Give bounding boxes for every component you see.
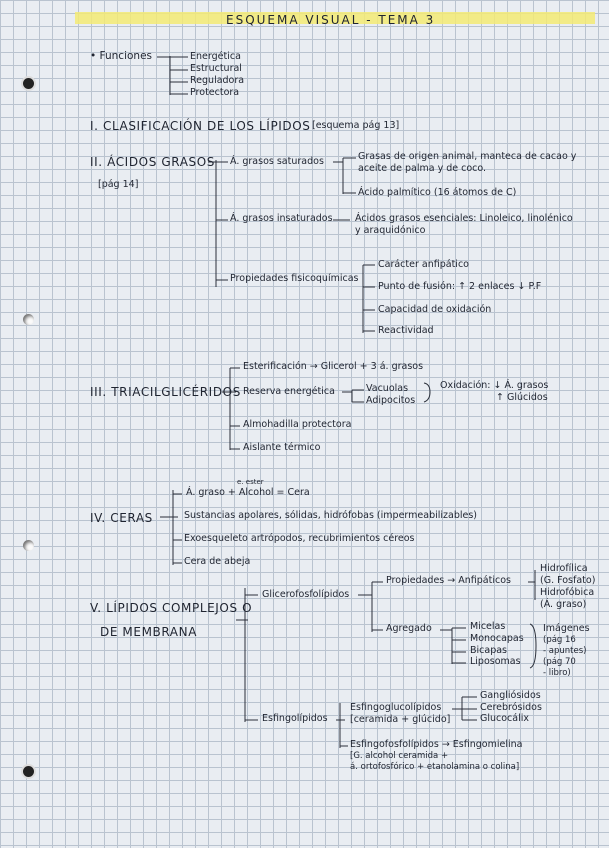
ceras-item: Cera de abeja xyxy=(184,556,251,567)
imagenes-note: - libro) xyxy=(543,668,571,678)
saturados-item: Grasas de origen animal, manteca de cacao y xyxy=(358,151,577,162)
reserva-item: Adipocitos xyxy=(366,395,416,406)
imagenes-note: (pág 16 xyxy=(543,635,576,645)
esfingofosfolipidos: Esfingofosfolípidos → Esfingomielina xyxy=(350,739,523,750)
hidro-item: (Á. graso) xyxy=(540,599,587,610)
agregado-item: Liposomas xyxy=(470,656,521,667)
imagenes-note: Imágenes xyxy=(543,623,590,634)
section5-heading-line2: DE MEMBRANA xyxy=(100,625,198,639)
esfingoglu-item: Cerebrósidos xyxy=(480,702,542,713)
esfingofos-note: [G. alcohol ceramida + xyxy=(350,751,449,761)
imagenes-note: (pág 70 xyxy=(543,657,576,667)
reserva-item: Vacuolas xyxy=(366,383,409,394)
saturados-label: Á. grasos saturados xyxy=(230,156,324,167)
insaturados-line2: y araquidónico xyxy=(355,225,426,236)
propiedad-item: Capacidad de oxidación xyxy=(378,304,492,315)
ceras-item: Sustancias apolares, sólidas, hidrófobas (impermeabilizables) xyxy=(184,510,477,521)
section1-heading: I. CLASIFICACIÓN DE LOS LÍPIDOS xyxy=(90,119,311,133)
agregado-item: Micelas xyxy=(470,621,506,632)
agregado-item: Monocapas xyxy=(470,633,524,644)
reserva-label: Reserva energética xyxy=(243,386,335,397)
insaturados-label: Á. grasos insaturados xyxy=(230,213,333,224)
section2-ref: [pág 14] xyxy=(98,179,139,190)
agregado-label: Agregado xyxy=(386,623,432,634)
funcion-item: Protectora xyxy=(190,87,240,98)
funciones-label: • Funciones xyxy=(90,50,153,62)
section2-heading: II. ÁCIDOS GRASOS xyxy=(90,155,215,169)
oxidacion-glucidos: ↑ Glúcidos xyxy=(496,392,548,403)
hidro-item: Hidrofílica xyxy=(540,563,588,574)
ceras-formula: Á. graso + Alcohol = Cera xyxy=(186,487,310,498)
propiedades-anfipaticos: Propiedades → Anfipáticos xyxy=(386,575,511,586)
page-title: ESQUEMA VISUAL - TEMA 3 xyxy=(226,13,436,27)
funcion-item: Energética xyxy=(190,51,241,62)
aislante: Aislante térmico xyxy=(243,442,321,453)
propiedad-item: Reactividad xyxy=(378,325,434,336)
saturados-item: Ácido palmítico (16 átomos de C) xyxy=(358,187,517,198)
section1-ref: [esquema pág 13] xyxy=(312,120,400,131)
ceras-item: Exoesqueleto artrópodos, recubrimientos céreos xyxy=(184,533,415,544)
esterificacion: Esterificación → Glicerol + 3 á. grasos xyxy=(243,361,424,372)
funcion-item: Reguladora xyxy=(190,75,245,86)
ester-note: e. ester xyxy=(237,478,264,486)
section4-heading: IV. CERAS xyxy=(90,511,153,525)
hidro-item: (G. Fosfato) xyxy=(540,575,596,586)
esfingoglu-item: Glucocálix xyxy=(480,713,530,724)
insaturados-line1: Ácidos grasos esenciales: Linoleico, linolénico xyxy=(355,213,573,224)
esfingoglu-item: Gangliósidos xyxy=(480,690,541,701)
esfingoglu-note: [ceramida + glúcido] xyxy=(350,714,451,725)
section3-heading: III. TRIACILGLICÉRIDOS xyxy=(90,385,241,399)
esfingofos-note: á. ortofosfórico + etanolamina o colina] xyxy=(350,762,520,772)
glicerofosfolipidos: Glicerofosfolípidos xyxy=(262,589,350,600)
agregado-item: Bicapas xyxy=(470,645,508,656)
propiedades-label: Propiedades fisicoquímicas xyxy=(230,273,359,284)
imagenes-note: - apuntes) xyxy=(543,646,587,656)
esfingolipidos: Esfingolípidos xyxy=(262,713,328,724)
esfingoglucolipidos: Esfingoglucolípidos xyxy=(350,702,442,713)
oxidacion: Oxidación: ↓ Á. grasos xyxy=(440,380,549,391)
propiedad-item: Carácter anfipático xyxy=(378,259,469,270)
section5-heading: V. LÍPIDOS COMPLEJOS O xyxy=(90,601,253,615)
hidro-item: Hidrofóbica xyxy=(540,587,595,598)
propiedad-item: Punto de fusión: ↑ 2 enlaces ↓ P.F xyxy=(378,281,542,292)
saturados-item: aceite de palma y de coco. xyxy=(358,163,487,174)
funcion-item: Estructural xyxy=(190,63,242,74)
almohadilla: Almohadilla protectora xyxy=(243,419,352,430)
